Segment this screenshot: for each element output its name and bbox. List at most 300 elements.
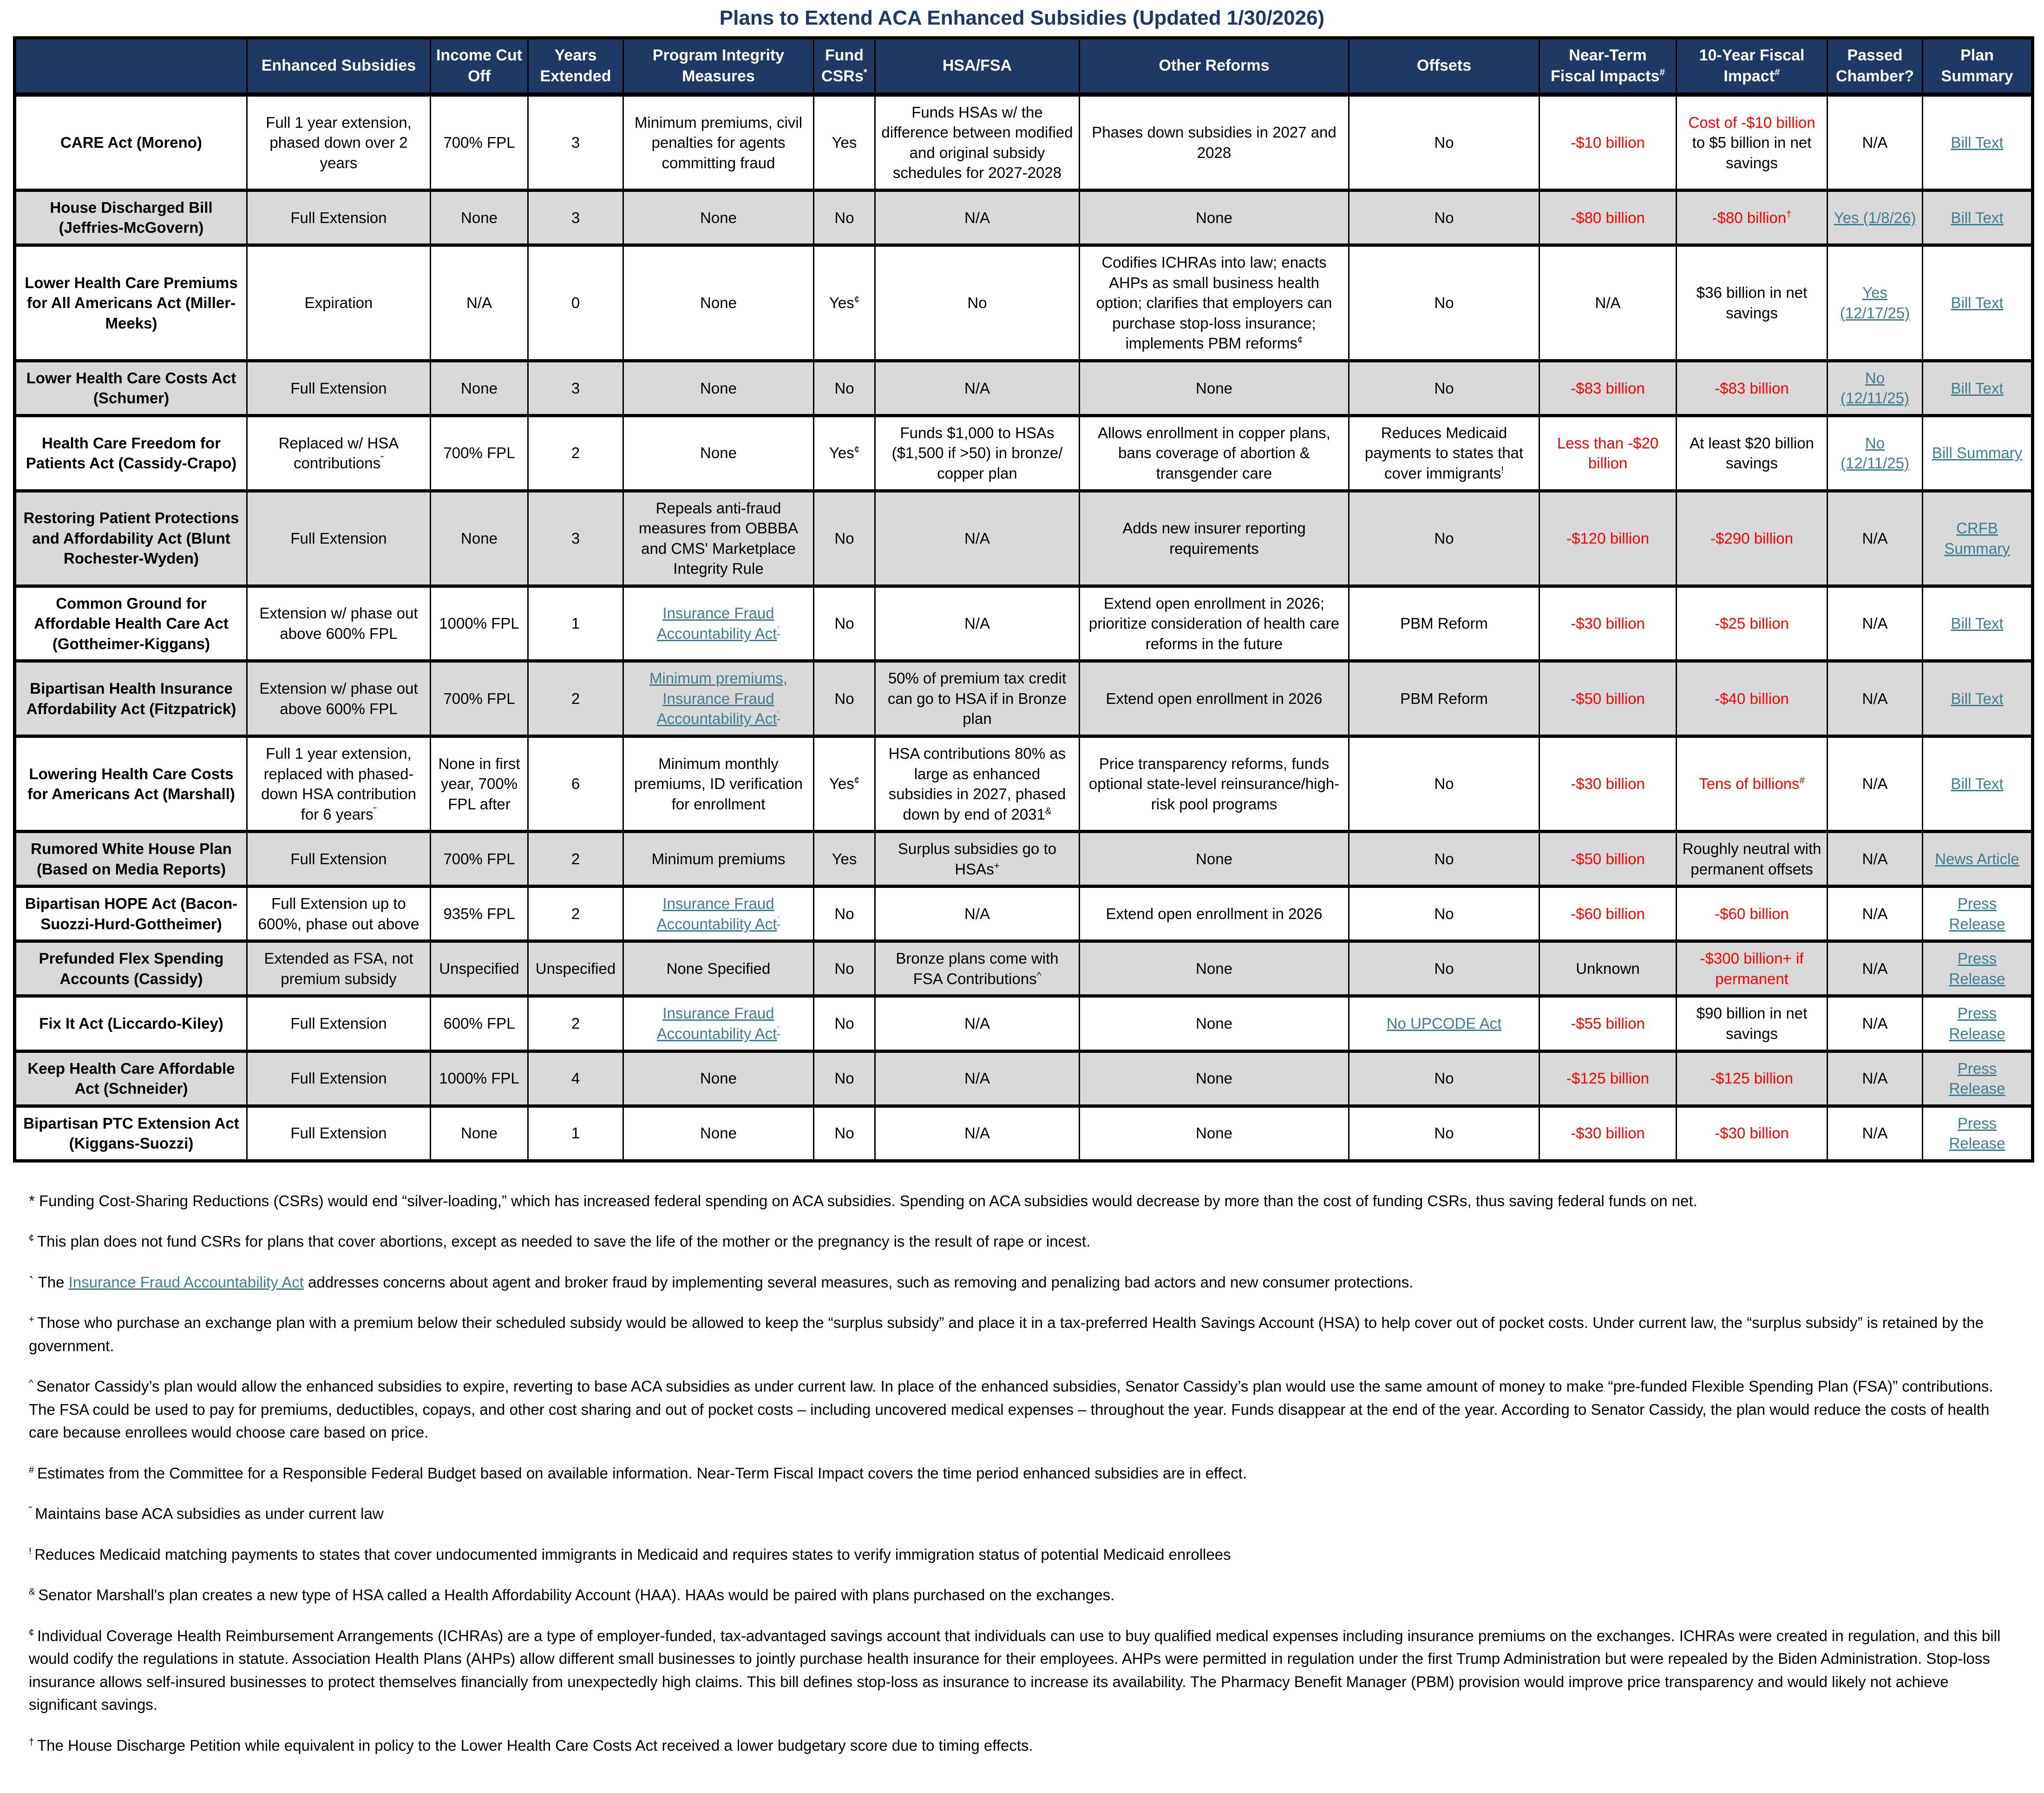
footnote-text: Reduces Medicaid matching payments to states that cover undocumented immigrants in Medicaid and requires states to verify immigration status of potential Medicaid enrollees (34, 1545, 1231, 1563)
offsets-cell (1349, 661, 1540, 736)
passed_chamber-cell (1828, 415, 1923, 491)
cell-text: Surplus subsidies go to HSAs (898, 840, 1057, 878)
footnote-symbol: ¢ (29, 1627, 34, 1638)
enhanced_subsidies-cell (247, 996, 431, 1051)
cell-text: $90 billion in net savings (1696, 1005, 1808, 1042)
fund_csrs-cell (814, 736, 875, 831)
plan-name-cell: Fix It Act (Liccardo-Kiley) (15, 996, 247, 1051)
cell-text: Full Extension (290, 1070, 387, 1087)
footnote-text: The (38, 1273, 69, 1291)
income_cut_off-cell (431, 586, 528, 661)
cell-text: None (700, 294, 737, 312)
table-body (15, 94, 2033, 1161)
footnote-symbol: * (29, 1192, 35, 1209)
other_reforms-cell (1080, 94, 1349, 190)
cell-text: Full Extension (290, 209, 387, 226)
program_integrity-cell (623, 1051, 814, 1106)
other_reforms-cell (1080, 661, 1349, 736)
cell-text: 2 (571, 850, 580, 867)
cell-text: N/A (1862, 905, 1888, 923)
income_cut_off-cell (431, 887, 528, 941)
ten_year-cell (1677, 491, 1828, 586)
other_reforms-cell (1080, 941, 1349, 996)
cell-text: No (834, 379, 854, 397)
years_extended-cell (528, 1051, 623, 1106)
table-row (15, 245, 2033, 361)
other_reforms-cell (1080, 491, 1349, 586)
cell-text: Extension w/ phase out above 600% FPL (259, 680, 418, 717)
plans-table (13, 36, 2034, 1162)
footnote-marker: ¢ (1297, 335, 1303, 346)
plan-name-cell: House Discharged Bill (Jeffries-McGovern) (15, 190, 247, 245)
near_term-cell (1540, 491, 1677, 586)
col-header-enhanced_subsidies: Enhanced Subsidies (247, 38, 431, 95)
income_cut_off-cell (431, 415, 528, 491)
enhanced_subsidies-cell (247, 94, 431, 190)
ten_year-cell (1677, 1051, 1828, 1106)
cell-link[interactable]: Press Release (1949, 1005, 2005, 1042)
cell-text: Extend open enrollment in 2026 (1106, 905, 1323, 923)
cell-text: N/A (964, 615, 990, 632)
cell-text: N/A (964, 529, 990, 547)
cell-text: None (1196, 1124, 1232, 1142)
cell-text: Reduces Medicaid payments to states that cover immigrants (1364, 424, 1524, 482)
passed_chamber-cell (1828, 661, 1923, 736)
plan_summary-cell (1923, 361, 2033, 415)
footnote-marker: ˜ (380, 454, 384, 466)
table-row (15, 736, 2033, 831)
plan-name-cell: Lower Health Care Costs Act (Schumer) (15, 361, 247, 415)
cell-text: N/A (1862, 1124, 1888, 1142)
plan-name-cell: Lower Health Care Premiums for All Americans Act (Miller-Meeks) (15, 245, 247, 361)
years_extended-cell (528, 361, 623, 415)
other_reforms-cell (1080, 887, 1349, 941)
cell-link[interactable]: Insurance Fraud Accountability Act (656, 1005, 777, 1042)
hsa_fsa-cell (875, 586, 1080, 661)
income_cut_off-cell (431, 661, 528, 736)
offsets-cell (1349, 361, 1540, 415)
cell-link[interactable]: Press Release (1949, 1059, 2005, 1097)
years_extended-cell (528, 415, 623, 491)
plan_summary-cell (1923, 415, 2033, 491)
cell-text: 6 (571, 775, 580, 793)
cell-link[interactable]: Yes (12/17/25) (1840, 284, 1910, 322)
plan-name-cell: Keep Health Care Affordable Act (Schneider) (15, 1051, 247, 1106)
ten_year-cell (1677, 586, 1828, 661)
cell-text: Minimum premiums, civil penalties for agents committing fraud (634, 113, 803, 171)
fund_csrs-cell (814, 941, 875, 996)
enhanced_subsidies-cell (247, 415, 431, 491)
cell-text: 1 (571, 1124, 580, 1142)
footnote-marker: ` (777, 1025, 780, 1036)
cell-link[interactable]: Insurance Fraud Accountability Act (656, 604, 777, 642)
cell-text: Minimum premiums (651, 850, 786, 867)
cell-text: No (834, 209, 854, 226)
income_cut_off-cell (431, 1106, 528, 1161)
cell-text: Funds HSAs w/ the difference between modified and original subsidy schedules for 2027-2028 (881, 103, 1073, 182)
cell-text: Roughly neutral with permanent offsets (1682, 840, 1821, 878)
passed_chamber-cell (1828, 996, 1923, 1051)
income_cut_off-cell (431, 190, 528, 245)
plan_summary-cell (1923, 1051, 2033, 1106)
cell-text: N/A (1862, 529, 1888, 547)
footnote-link[interactable]: Insurance Fraud Accountability Act (68, 1273, 304, 1291)
fund_csrs-cell (814, 94, 875, 190)
fund_csrs-cell (814, 1106, 875, 1161)
cell-text: -$30 billion (1571, 1124, 1645, 1142)
offsets-cell (1349, 586, 1540, 661)
cell-link[interactable]: CRFB Summary (1944, 519, 2010, 557)
cell-text: None (1196, 850, 1232, 867)
cell-link[interactable]: Press Release (1949, 950, 2005, 987)
col-header-income_cut_off: Income Cut Off (431, 38, 528, 95)
cell-text: 1000% FPL (439, 1070, 519, 1087)
cell-text: No (967, 294, 987, 312)
hsa_fsa-cell (875, 736, 1080, 831)
cell-text: -$10 billion (1571, 134, 1645, 151)
years_extended-cell (528, 491, 623, 586)
cell-text: -$83 billion (1715, 379, 1789, 397)
fund_csrs-cell (814, 996, 875, 1051)
plan-name-cell: CARE Act (Moreno) (15, 94, 247, 190)
footnote-symbol: + (29, 1314, 34, 1325)
cell-text: Full Extension (290, 379, 387, 397)
enhanced_subsidies-cell (247, 661, 431, 736)
program_integrity-cell (623, 415, 814, 491)
plan_summary-cell (1923, 832, 2033, 887)
cell-text: $36 billion in net savings (1696, 284, 1808, 322)
cell-text: N/A (964, 379, 990, 397)
ten_year-cell (1677, 661, 1828, 736)
footnote-text: Senator Marshall's plan creates a new type of HSA called a Health Affordability Account (HAA). HAAs would be paired with plans purchased on the exchanges. (38, 1586, 1115, 1604)
cell-link[interactable]: Minimum premiums, Insurance Fraud Accountability Act (649, 670, 788, 728)
cell-link[interactable]: No (12/11/25) (1841, 369, 1909, 407)
ten_year-cell (1677, 245, 1828, 361)
cell-text: -$50 billion (1571, 850, 1645, 867)
cell-text: None (461, 379, 498, 397)
cell-text: None Specified (666, 960, 771, 978)
table-row (15, 996, 2033, 1051)
offsets-cell (1349, 736, 1540, 831)
cell-text: 2 (571, 1015, 580, 1032)
income_cut_off-cell (431, 94, 528, 190)
cell-link[interactable]: Yes (1/8/26) (1834, 209, 1916, 226)
cell-link[interactable]: Press Release (1949, 895, 2005, 933)
cell-text: 700% FPL (443, 134, 515, 151)
cell-text: None (461, 529, 498, 547)
cell-text: -$80 billion (1712, 209, 1787, 226)
cell-link[interactable]: Bill Summary (1932, 444, 2023, 462)
cell-text: N/A (1862, 850, 1888, 867)
income_cut_off-cell (431, 736, 528, 831)
cell-link[interactable]: Bill Text (1951, 134, 2004, 151)
cell-link[interactable]: Bill Text (1951, 615, 2004, 632)
program_integrity-cell (623, 887, 814, 941)
footnote (29, 1734, 2015, 1757)
table-row (15, 190, 2033, 245)
offsets-cell (1349, 887, 1540, 941)
cell-text: No (834, 1015, 854, 1032)
cell-link[interactable]: Bill Text (1951, 294, 2004, 312)
near_term-cell (1540, 1106, 1677, 1161)
passed_chamber-cell (1828, 1106, 1923, 1161)
cell-link[interactable]: Bill Text (1951, 775, 2004, 793)
cell-text: 1 (571, 615, 580, 632)
cell-text: Yes (832, 850, 857, 867)
cell-text: Full Extension (290, 850, 387, 867)
ten_year-cell (1677, 361, 1828, 415)
cell-link[interactable]: Insurance Fraud Accountability Act (656, 895, 777, 933)
ten_year-cell (1677, 887, 1828, 941)
cell-text: Price transparency reforms, funds optional state-level reinsurance/high-risk pool programs (1088, 755, 1340, 813)
hsa_fsa-cell (875, 1106, 1080, 1161)
footnote (29, 1462, 2015, 1485)
cell-text: Yes (832, 134, 857, 151)
cell-text: N/A (1862, 1070, 1888, 1087)
plan-name-cell: Bipartisan HOPE Act (Bacon-Suozzi-Hurd-Gottheimer) (15, 887, 247, 941)
cell-text: No (1434, 850, 1454, 867)
offsets-cell (1349, 996, 1540, 1051)
plan-name-cell: Health Care Freedom for Patients Act (Cassidy-Crapo) (15, 415, 247, 491)
cell-text: No (834, 960, 854, 978)
program_integrity-cell (623, 361, 814, 415)
cell-text: N/A (964, 1015, 990, 1032)
footnote-text: The House Discharge Petition while equivalent in policy to the Lower Health Care Costs Act received a lower budgetary score due to timing effects. (37, 1736, 1033, 1754)
program_integrity-cell (623, 94, 814, 190)
cell-text: Codifies ICHRAs into law; enacts AHPs as small business health option; clarifies that employers can purchase stop-loss insurance; implements PBM reforms (1096, 254, 1332, 352)
program_integrity-cell (623, 491, 814, 586)
cell-link[interactable]: No UPCODE Act (1386, 1015, 1502, 1032)
other_reforms-cell (1080, 736, 1349, 831)
income_cut_off-cell (431, 1051, 528, 1106)
cell-text: 2 (571, 444, 580, 462)
near_term-cell (1540, 415, 1677, 491)
table-row (15, 94, 2033, 190)
footnote-marker: ¢ (854, 444, 860, 455)
footnote (29, 1271, 2015, 1294)
income_cut_off-cell (431, 361, 528, 415)
cell-text: Full Extension (290, 1015, 387, 1032)
footnote-text: This plan does not fund CSRs for plans that cover abortions, except as needed to save the life of the mother or the pregnancy is the result of rape or incest. (37, 1233, 1091, 1250)
fund_csrs-cell (814, 415, 875, 491)
cell-text: None (700, 209, 737, 226)
offsets-cell (1349, 190, 1540, 245)
table-row (15, 1051, 2033, 1106)
cell-text: None (1196, 379, 1232, 397)
cell-text: Extended as FSA, not premium subsidy (264, 950, 413, 987)
footnote-symbol: ^ (29, 1378, 33, 1389)
cell-text: 700% FPL (443, 690, 515, 707)
other_reforms-cell (1080, 1106, 1349, 1161)
ten_year-cell (1677, 415, 1828, 491)
cell-text: Adds new insurer reporting requirements (1122, 519, 1306, 557)
cell-text: No (834, 1124, 854, 1142)
cell-text: None (1196, 960, 1232, 978)
near_term-cell (1540, 887, 1677, 941)
cell-text: Minimum monthly premiums, ID verification for enrollment (634, 755, 803, 813)
footnote-marker: ^ (1036, 970, 1042, 981)
years_extended-cell (528, 736, 623, 831)
cell-text: Full Extension up to 600%, phase out above (258, 895, 419, 933)
cell-text: Extend open enrollment in 2026 (1106, 690, 1323, 707)
hsa_fsa-cell (875, 491, 1080, 586)
table-row (15, 491, 2033, 586)
footnote-marker: + (994, 860, 1000, 871)
cell-text: Full Extension (290, 529, 387, 547)
cell-link[interactable]: Bill Text (1951, 379, 2004, 397)
cell-text: -$300 billion+ if permanent (1700, 950, 1804, 987)
offsets-cell (1349, 491, 1540, 586)
footnote-text: Senator Cassidy’s plan would allow the enhanced subsidies to expire, reverting to base ACA subsidies as under current law. In place of the enhanced subsidies, Senator Cassidy’s plan would use the same amount of money to make “pre-funded Flexible Spending Plan (FSA)” contributions. The FSA could be used to pay for premiums, deductibles, copays, and other cost sharing and out of pocket costs – including uncovered medical expenses – throughout the year. Funds disappear at the end of the year. According to Senator Cassidy, the plan would reduce the costs of health care because enrollees would choose care based on price. (29, 1378, 1993, 1441)
cell-text: -$25 billion (1715, 615, 1789, 632)
near_term-cell (1540, 245, 1677, 361)
years_extended-cell (528, 832, 623, 887)
plan_summary-cell (1923, 736, 2033, 831)
near_term-cell (1540, 94, 1677, 190)
cell-text: N/A (964, 1070, 990, 1087)
cell-text: -$60 billion (1571, 905, 1645, 923)
page-title: Plans to Extend ACA Enhanced Subsidies (Updated 1/30/2026) (719, 7, 1325, 29)
years_extended-cell (528, 941, 623, 996)
col-header-passed_chamber: Passed Chamber? (1828, 38, 1923, 95)
cell-text: -$83 billion (1571, 379, 1645, 397)
cell-text: No (1434, 960, 1454, 978)
other_reforms-cell (1080, 996, 1349, 1051)
hsa_fsa-cell (875, 941, 1080, 996)
near_term-cell (1540, 736, 1677, 831)
program_integrity-cell (623, 736, 814, 831)
ten_year-cell (1677, 94, 1828, 190)
cell-link[interactable]: No (12/11/25) (1841, 434, 1909, 472)
cell-text: 0 (571, 294, 580, 312)
plan-name-cell: Common Ground for Affordable Health Care Act (Gottheimer-Kiggans) (15, 586, 247, 661)
years_extended-cell (528, 245, 623, 361)
cell-text: PBM Reform (1400, 615, 1488, 632)
years_extended-cell (528, 586, 623, 661)
cell-text: 600% FPL (443, 1015, 515, 1032)
fund_csrs-cell (814, 491, 875, 586)
cell-text: Phases down subsidies in 2027 and 2028 (1092, 124, 1336, 161)
cell-text: Bronze plans come with FSA Contributions (896, 950, 1059, 987)
cell-text: No (834, 1070, 854, 1087)
cell-text: Yes (829, 775, 854, 793)
hsa_fsa-cell (875, 361, 1080, 415)
plan-name-cell: Prefunded Flex Spending Accounts (Cassidy) (15, 941, 247, 996)
cell-text: 3 (571, 209, 580, 226)
offsets-cell (1349, 1106, 1540, 1161)
cell-text: Yes (829, 294, 854, 312)
cell-text: None (700, 1124, 737, 1142)
passed_chamber-cell (1828, 491, 1923, 586)
near_term-cell (1540, 361, 1677, 415)
cell-text: 3 (571, 529, 580, 547)
cell-text: to $5 billion in net savings (1692, 134, 1812, 171)
hsa_fsa-cell (875, 996, 1080, 1051)
other_reforms-cell (1080, 415, 1349, 491)
cell-text: No (834, 905, 854, 923)
other_reforms-cell (1080, 586, 1349, 661)
cell-text: None (700, 379, 737, 397)
footnote (29, 1543, 2015, 1566)
offsets-cell (1349, 245, 1540, 361)
other_reforms-cell (1080, 190, 1349, 245)
cell-text: 700% FPL (443, 850, 515, 867)
footnote-symbol: ¢ (29, 1233, 34, 1244)
cell-link[interactable]: Bill Text (1951, 690, 2004, 707)
cell-text: N/A (964, 1124, 990, 1142)
footnote-marker: ¢ (854, 294, 860, 305)
cell-text: N/A (1595, 294, 1621, 312)
cell-text: -$55 billion (1571, 1015, 1645, 1032)
plan-name-cell: Rumored White House Plan (Based on Media Reports) (15, 832, 247, 887)
cell-text: N/A (466, 294, 492, 312)
footnote-symbol: ˜ (29, 1505, 32, 1516)
passed_chamber-cell (1828, 361, 1923, 415)
passed_chamber-cell (1828, 736, 1923, 831)
cell-text: HSA contributions 80% as large as enhanced subsidies in 2027, phased down by end of 2031 (888, 744, 1066, 823)
footnotes (13, 1162, 2031, 1757)
program_integrity-cell (623, 586, 814, 661)
near_term-cell (1540, 586, 1677, 661)
cell-text: None (1196, 209, 1232, 226)
cell-link[interactable]: Bill Text (1951, 209, 2004, 226)
hsa_fsa-cell (875, 94, 1080, 190)
cell-link[interactable]: Press Release (1949, 1114, 2005, 1152)
plan_summary-cell (1923, 887, 2033, 941)
footnote (29, 1624, 2015, 1716)
cell-text: -$30 billion (1571, 615, 1645, 632)
cell-text: N/A (1862, 960, 1888, 978)
cell-text: None (1196, 1070, 1232, 1087)
income_cut_off-cell (431, 996, 528, 1051)
ten_year-cell (1677, 832, 1828, 887)
plan-name-cell: Bipartisan Health Insurance Affordability Act (Fitzpatrick) (15, 661, 247, 736)
cell-text: Full 1 year extension, phased down over 2 years (266, 113, 412, 171)
footnote-marker: ¢ (854, 775, 860, 786)
ten_year-cell (1677, 941, 1828, 996)
cell-text: None (700, 1070, 737, 1087)
other_reforms-cell (1080, 361, 1349, 415)
enhanced_subsidies-cell (247, 190, 431, 245)
cell-text: No (1434, 1070, 1454, 1087)
enhanced_subsidies-cell (247, 586, 431, 661)
col-header-ten_year: 10-Year Fiscal Impact# (1677, 38, 1828, 95)
footnote-marker: ` (777, 710, 780, 721)
cell-text: 4 (571, 1070, 580, 1087)
table-header (15, 38, 2033, 95)
plan-name-cell: Restoring Patient Protections and Affordability Act (Blunt Rochester-Wyden) (15, 491, 247, 586)
col-header-other_reforms: Other Reforms (1080, 38, 1349, 95)
years_extended-cell (528, 887, 623, 941)
footnote (29, 1189, 2015, 1213)
cell-link[interactable]: News Article (1935, 850, 2019, 867)
fund_csrs-cell (814, 245, 875, 361)
cell-text: Full 1 year extension, replaced with phased-down HSA contribution for 6 years (261, 744, 416, 823)
footnote-text: Those who purchase an exchange plan with a premium below their scheduled subsidy would be allowed to keep the “surplus subsidy” and place it in a tax-preferred Health Savings Account (HSA) to help cover out of pocket costs. Under current law, the “surplus subsidy” is retained by the government. (29, 1314, 1984, 1354)
plan_summary-cell (1923, 94, 2033, 190)
cell-text: No (1434, 905, 1454, 923)
cell-text: No (1434, 209, 1454, 226)
footnote (29, 1583, 2015, 1607)
footnote (29, 1502, 2015, 1525)
program_integrity-cell (623, 661, 814, 736)
offsets-cell (1349, 415, 1540, 491)
hsa_fsa-cell (875, 887, 1080, 941)
footnote-text: addresses concerns about agent and broker fraud by implementing several measures, such as removing and penalizing bad actors and new consumer protections. (303, 1273, 1414, 1291)
cell-text: No (834, 690, 854, 707)
years_extended-cell (528, 996, 623, 1051)
offsets-cell (1349, 94, 1540, 190)
